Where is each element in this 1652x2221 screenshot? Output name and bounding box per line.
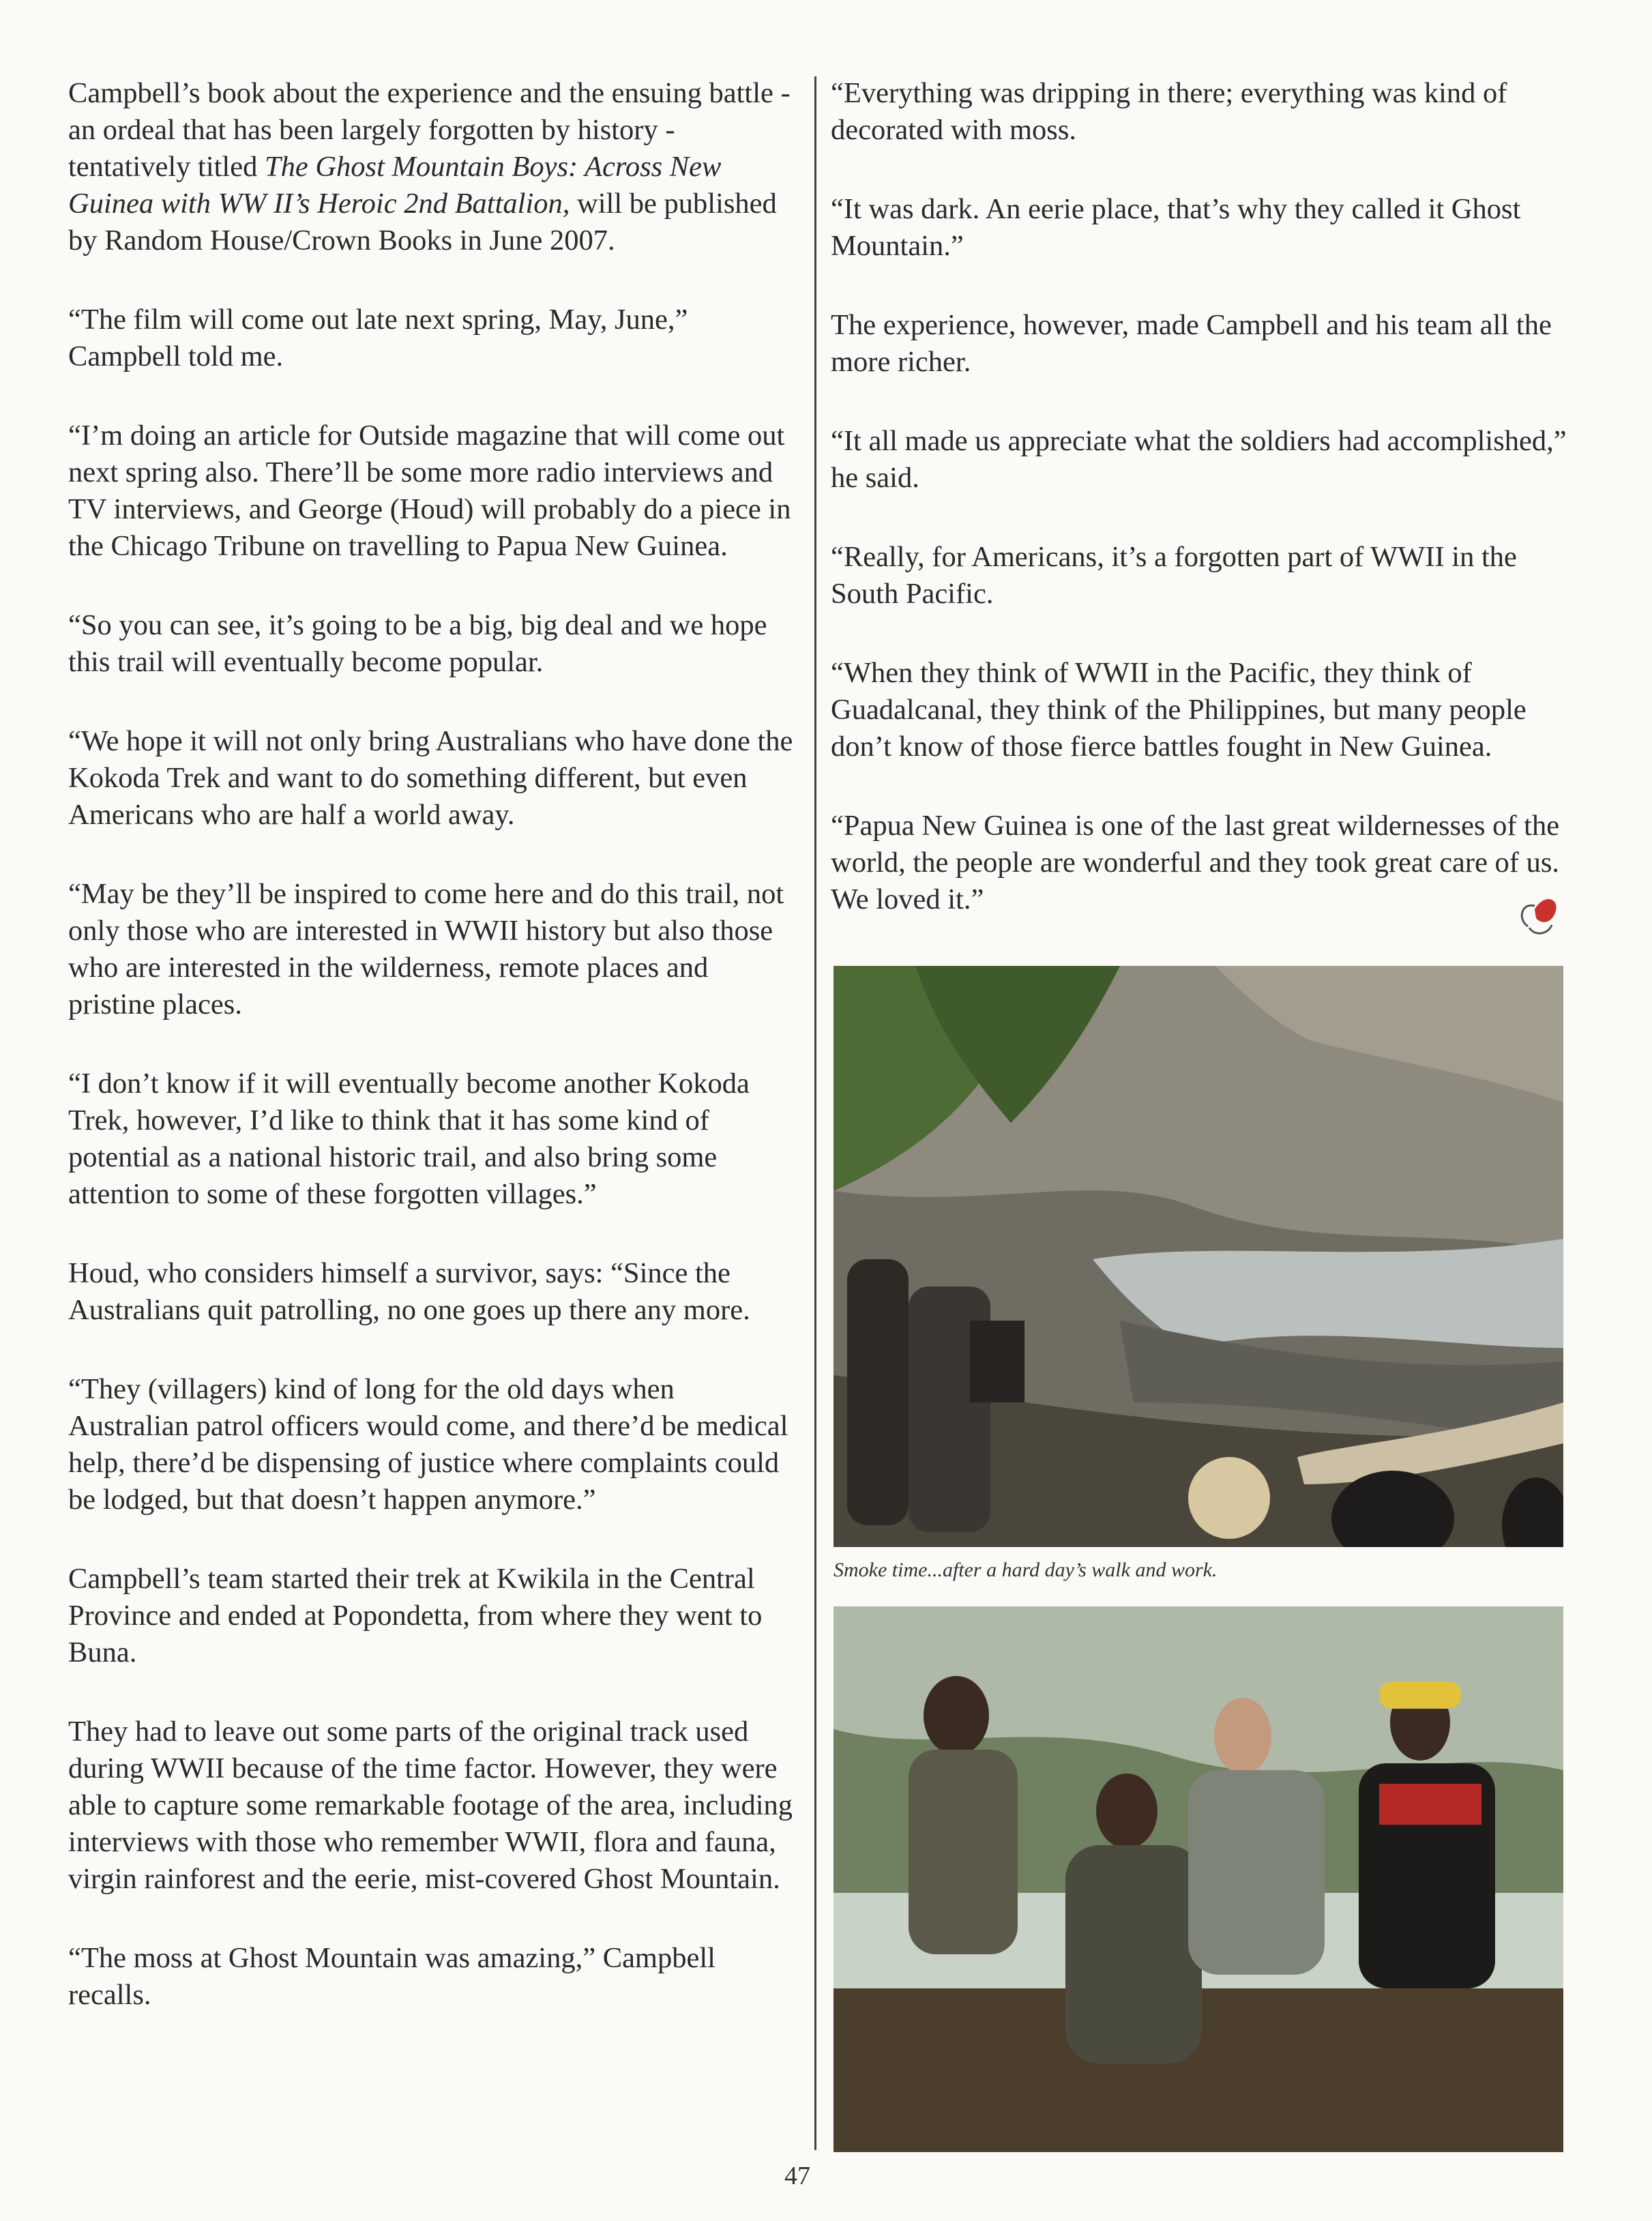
- paragraph: The experience, however, made Campbell and his team all the more richer.: [831, 309, 1552, 378]
- paragraph: “I’m doing an article for Outside magazine that will come out next spring also. There’ll be some more radio interviews and TV interviews, and George (Houd) will probably do a piece in the Chicago Tribune on travelling to Papua New Guinea.: [68, 420, 791, 562]
- river-crossing-photo: [834, 966, 1563, 1547]
- bird-of-paradise-end-icon: [1514, 885, 1562, 940]
- paragraph: Houd, who considers himself a survivor, says: “Since the Australians quit patrolling, no one goes up there any more.: [68, 1257, 750, 1326]
- photo-caption: Smoke time...after a hard day’s walk and work.: [834, 1559, 1218, 1581]
- paragraph: “The moss at Ghost Mountain was amazing,” Campbell recalls.: [68, 1942, 716, 2011]
- paragraph: “When they think of WWII in the Pacific, they think of Guadalcanal, they think of the Philippines, but many people don’t know of those fierce battles fought in New Guinea.: [831, 657, 1526, 763]
- paragraph: “Everything was dripping in there; everything was kind of decorated with moss.: [831, 77, 1507, 146]
- group-portrait-photo: [834, 1606, 1563, 2152]
- paragraph: “We hope it will not only bring Australians who have done the Kokoda Trek and want to do something different, but even Americans who are half a world away.: [68, 725, 793, 831]
- paragraph: “It was dark. An eerie place, that’s why they called it Ghost Mountain.”: [831, 193, 1521, 262]
- paragraph: “It all made us appreciate what the soldiers had accomplished,” he said.: [831, 425, 1567, 494]
- book-title: The Ghost Mountain Boys: Across New Guinea with WW II’s Heroic 2nd Battalion,: [68, 151, 722, 220]
- paragraph: Campbell’s book about the experience and the ensuing battle - an ordeal that has been largely forgotten by history - tentatively titled The Ghost Mountain Boys: Across New Guinea with WW II’s Heroic 2nd Battalion, will be published by Random House/Crown Books in June 2007.: [68, 77, 791, 256]
- page-number: 47: [784, 2162, 810, 2190]
- left-column: [68, 75, 798, 2056]
- right-column: [831, 75, 1567, 960]
- paragraph: “Papua New Guinea is one of the last great wildernesses of the world, the people are wonderful and they took great care of us. We loved it.”: [831, 810, 1560, 915]
- column-divider: [814, 76, 816, 2150]
- paragraph: They had to leave out some parts of the original track used during WWII because of the time factor. However, they were able to capture some remarkable footage of the area, including interviews with those who remember WWII, flora and fauna, virgin rainforest and the eerie, mist-covered Ghost Mountain.: [68, 1716, 793, 1895]
- paragraph: “Really, for Americans, it’s a forgotten part of WWII in the South Pacific.: [831, 541, 1517, 610]
- paragraph: “The film will come out late next spring, May, June,” Campbell told me.: [68, 304, 688, 372]
- paragraph: “They (villagers) kind of long for the old days when Australian patrol officers would come, and there’d be medical help, there’d be dispensing of justice where complaints could be lodged, but that doesn’t happen anymore.”: [68, 1373, 788, 1516]
- paragraph: “So you can see, it’s going to be a big, big deal and we hope this trail will eventually become popular.: [68, 609, 767, 678]
- paragraph: Campbell’s team started their trek at Kwikila in the Central Province and ended at Popondetta, from where they went to Buna.: [68, 1563, 763, 1668]
- paragraph: “May be they’ll be inspired to come here and do this trail, not only those who are interested in WWII history but also those who are interested in the wilderness, remote places and pristine places.: [68, 878, 784, 1020]
- paragraph: “I don’t know if it will eventually become another Kokoda Trek, however, I’d like to think that it has some kind of potential as a national historic trail, and also bring some attention to some of these forgotten villages.”: [68, 1068, 750, 1210]
